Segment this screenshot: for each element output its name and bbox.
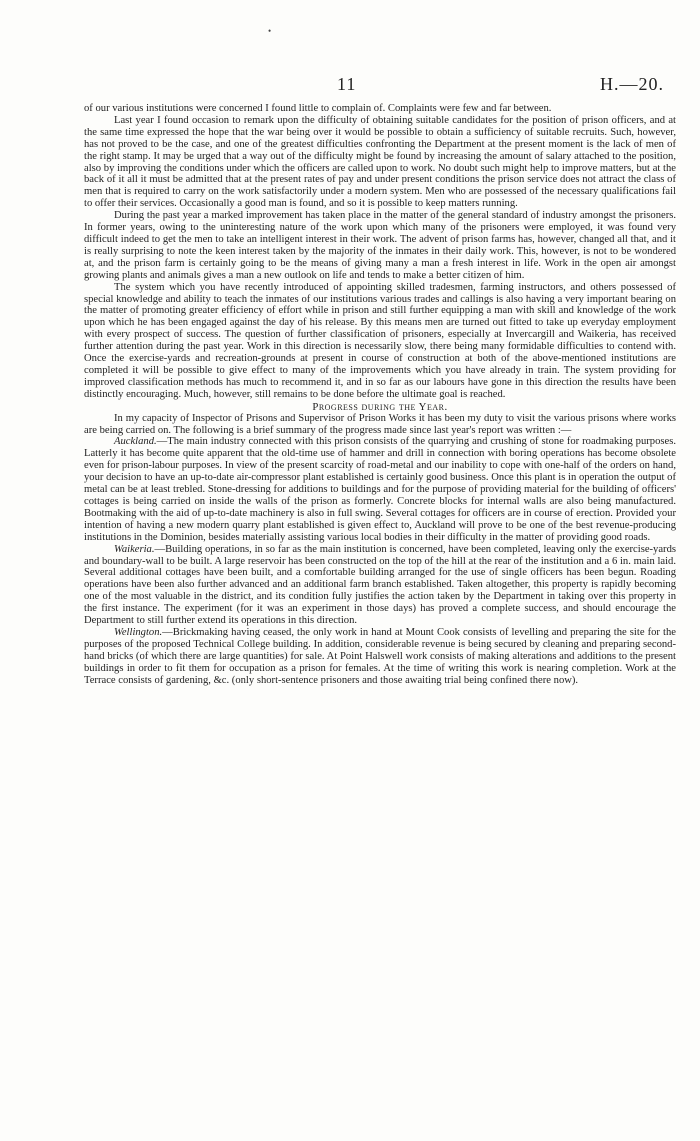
paragraph-text: —Brickmaking having ceased, the only work in hand at Mount Cook consists of levelling and preparing the site for the purposes of the proposed Technical College building. In addition, considerable revenue is being secured by cleaning and preparing second-hand bricks (of which there are large quantities) for sale. At Point Halswell work consists of making alterations and additions to the present buildings in order to fit them for occupation as a prison for females. At the time of writing this work is nearing completion. Work at the Terrace consists of gardening, &c. (only short-sentence prisoners and those awaiting trial being confined there now). (84, 626, 676, 686)
section-heading: Progress during the Year. (312, 400, 448, 413)
paragraph-waikeria (84, 544, 676, 627)
top-mark: • (268, 26, 272, 36)
paragraph-prison-officers: Last year I found occasion to remark upon the difficulty of obtaining suitable candidates for the position of prison officers, and at the same time expressed the hope that the war being over it would be possible to obtain a sufficiency of suitable recruits. Such, however, has not proved to be the case, and one of the greatest difficulties confronting the Department at the present moment is the lack of men of the right stamp. It may be urged that a way out of the difficulty might be found by increasing the amount of salary attached to the position, also by improving the conditions under which the officers are called upon to work. No doubt such might help to improve matters, but at the back of it all it must be admitted that at the present rates of pay and under present conditions the prison service does not attract the class of men that is required to carry on the work satisfactorily under a modern system. Men who are possessed of the necessary qualifications fail to offer their services. Occasionally a good man is found, and so it is possible to keep matters running. (84, 114, 676, 210)
report-body (84, 103, 676, 687)
paragraph-text: In my capacity of Inspector of Prisons and Supervisor of Prison Works it has been my duty to visit the various prisons where works are being carried on. The following is a brief summary of the progress made since last year's report was written :— (84, 412, 676, 436)
document-reference: H.—20. (600, 74, 664, 94)
paragraph-industry-standard: During the past year a marked improvement has taken place in the matter of the general standard of industry amongst the prisoners. In former years, owing to the uninteresting nature of the work upon which many of the prisoners were employed, it was found very difficult indeed to get the men to take an intelligent interest in their work. The advent of prison farms has, however, changed all that, and it is really surprising to note the keen interest taken by the majority of the inmates in their daily work. This, however, is not to be wondered at, and the prison farm is certainly going to be the means of giving many a man a fresh interest in life. Work in the open air amongst growing plants and animals gives a man a new outlook on life and tends to make a better citizen of him. (84, 210, 676, 281)
paragraph-text: —The main industry connected with this prison consists of the quarrying and crushing of stone for roadmaking purposes. Latterly it has become quite apparent that the old-time use of hammer and drill in connection with boring operations has become obsolete even for prison-labour purposes. In view of the present scarcity of road-metal and our inability to cope with one-half of the orders on hand, your decision to have an up-to-date air-compressor plant established is certainly good business. Once this plant is in operation the output of metal can be at least trebled. Stone-dressing for additions to buildings and for the purpose of providing material for the building of officers' cottages is being carried on inside the walls of the prison as formerly. Concrete blocks for internal walls are also being manufactured. Bootmaking with the aid of up-to-date machinery is also in full swing. Several cottages for officers are in course of erection. Provided your intention of having a new modern quarry plant established is given effect to, Auckland will prove to be one of the best revenue-producing institutions in the Dominion, besides materially assisting various local bodies in their difficulty in the matter of providing good roads. (84, 436, 676, 543)
paragraph-inspector-summary (84, 413, 676, 437)
paragraph-wellington (84, 627, 676, 687)
page-number: 11 (337, 74, 357, 94)
paragraph-skilled-tradesmen: The system which you have recently introduced of appointing skilled tradesmen, farming instructors, and others possessed of special knowledge and ability to teach the inmates of our institutions various trades and callings is also having a very important bearing on the matter of promoting greater efficiency of effort while in prison and still further equipping a man with skill and knowledge of the work upon which he has been engaged against the day of his release. By this means men are turned out fitted to take up everyday employment with every prospect of success. The question of further classification of prisoners, especially at Invercargill and Waikeria, has received further attention during the past year. Work in this direction is necessarily slow, there being many formidable difficulties to contend with. Once the exercise-yards and recreation-grounds at present in course of construction at both of the above-mentioned institutions are completed it will be possible to give effect to many of the improvements which you have already in train. The system providing for improved classification methods has much to recommend it, and in so far as our labours have gone in this direction the results have been distinctly encouraging. Much, however, still remains to be done before the ultimate goal is reached. (84, 281, 676, 400)
paragraph-text: —Building operations, in so far as the main institution is concerned, have been completed, leaving only the exercise-yards and boundary-wall to be built. A large reservoir has been constructed on the top of the hill at the rear of the institution and a 6 in. main laid. Several additional cottages have been built, and a comfortable building arranged for the use of single officers has been begun. Roading operations have been also further advanced and an additional farm branch established. Taken altogether, this property is rapidly becoming one of the most valuable in the district, and its condition fully justifies the action taken by the Department in taking over this property in the first instance. The experiment (for it was an experiment in those days) has proved a complete success, and should encourage the Department to still further extend its operations in this direction. (84, 543, 676, 627)
paragraph-lead: Wellington. (114, 626, 163, 638)
page-header (0, 74, 700, 96)
paragraph-lead: Waikeria. (114, 543, 155, 555)
paragraph-continuation: of our various institutions were concerned I found little to complain of. Complaints were few and far between. (84, 103, 552, 114)
paragraph-auckland (84, 436, 676, 543)
paragraph-lead: Auckland. (114, 436, 157, 448)
